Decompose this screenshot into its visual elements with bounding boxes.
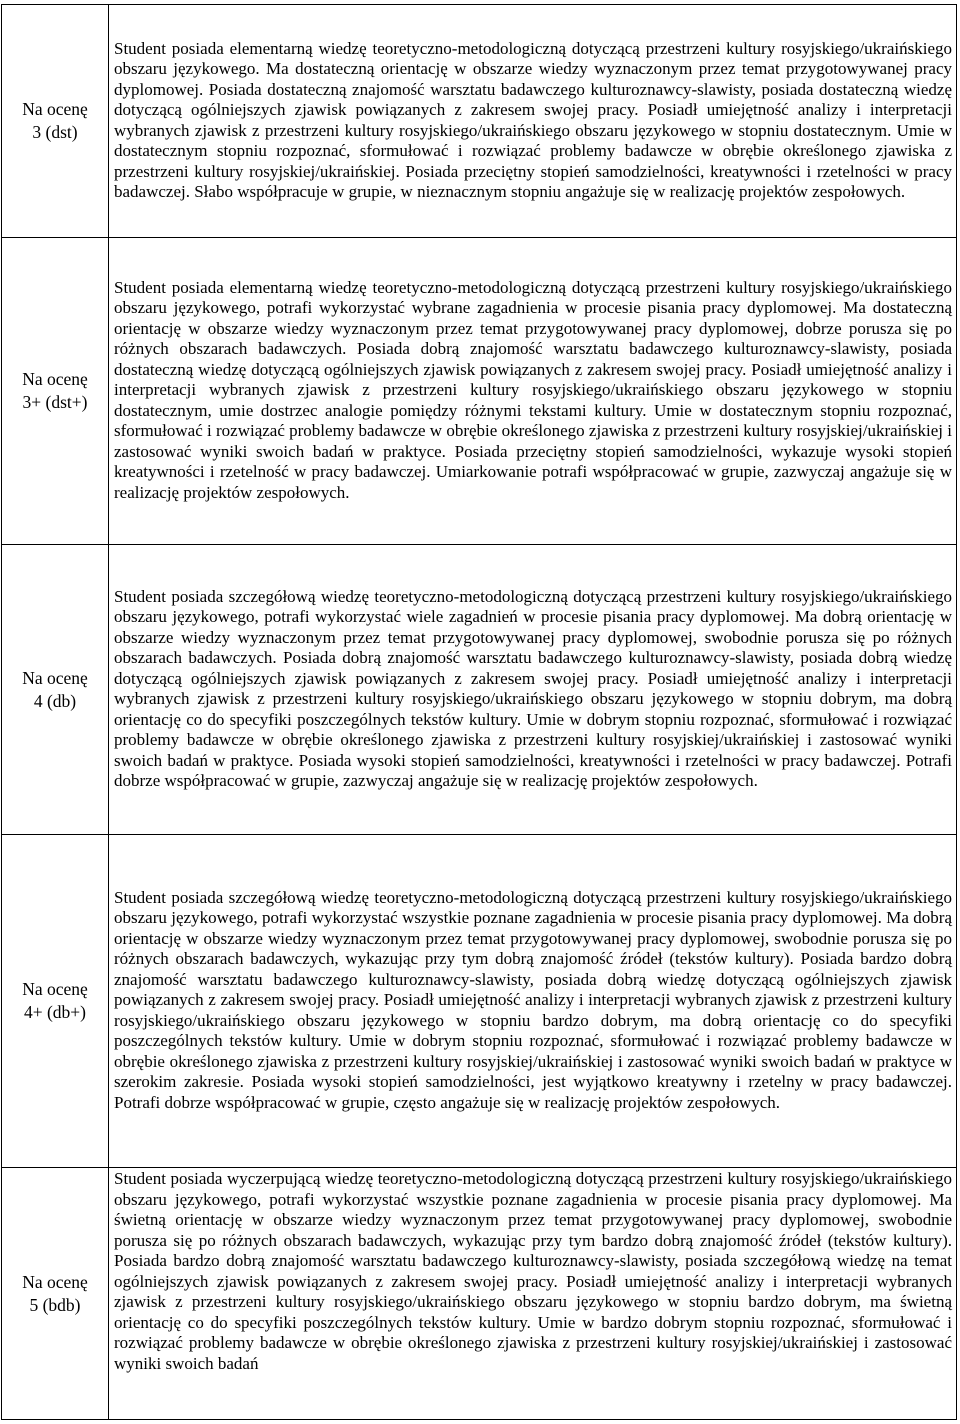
grade-value: 4+ (db+) bbox=[23, 1002, 87, 1022]
table-row-grade-4-plus bbox=[2, 835, 957, 1168]
grading-criteria-table bbox=[1, 4, 957, 1420]
grade-value: 5 (bdb) bbox=[29, 1294, 81, 1315]
grade-label: Na ocenę bbox=[22, 667, 88, 688]
table-row-grade-4 bbox=[2, 545, 957, 835]
grade-cell bbox=[2, 5, 109, 238]
grade-description: Student posiada szczegółową wiedzę teoretyczno-metodologiczną dotyczącą przestrzeni kultury rosyjskiego/ukraińskiego obszaru językowego, potrafi wykorzystać wiele zagadnień w procesie pisania pracy dyplomowej. Ma dobrą orientację w obszarze wiedzy wyznaczonym przez temat przygotowywanej pracy dyplomowej, swobodnie porusza się po różnych obszarach badawczych. Posiada dobrą znajomość warsztatu badawczego kulturoznawcy-slawisty, posiada dobrą wiedzę dotyczącą ogólniejszych zjawisk powiązanych z zakresem swojej pracy. Posiadł umiejętność analizy i interpretacji wybranych zjawisk z przestrzeni kultury rosyjskiego/ukraińskiego obszaru językowego w stopniu dobrym, ma dobrą orientację co do specyfiki poszczególnych tekstów kultury. Umie w dobrym stopniu rozpoznać, sformułować i rozwiązać problemy badawcze w obrębie określonego zjawiska z przestrzeni kultury rosyjskiej/ukraińskiej i zastosować wyniki swoich badań w praktyce. Posiada wysoki stopień samodzielności, kreatywności i rzetelności w pracy badawczej. Potrafi dobrze współpracować w grupie, zazwyczaj angażuje się w realizację projektów zespołowych. bbox=[109, 545, 957, 835]
grade-description: Student posiada elementarną wiedzę teoretyczno-metodologiczną dotyczącą przestrzeni kultury rosyjskiego/ukraińskiego obszaru językowego, potrafi wykorzystać wybrane zagadnienia w procesie pisania pracy dyplomowej. Ma dostateczną orientację w obszarze wiedzy wyznaczonym przez temat przygotowywanej pracy dyplomowej, dobrze porusza się po różnych obszarach badawczych. Posiada dobrą znajomość warsztatu badawczego kulturoznawcy-slawisty, posiada dostateczną wiedzę dotyczącą ogólniejszych zjawisk powiązanych z zakresem swojej pracy. Posiadł umiejętność analizy i interpretacji wybranych zjawisk z przestrzeni kultury rosyjskiego/ukraińskiego obszaru językowego w stopniu dostatecznym, umie dostrzec analogie pomiędzy różnymi tekstami kultury. Umie w dostatecznym stopniu rozpoznać, sformułować i rozwiązać problemy badawcze w obrębie określonego zjawiska z przestrzeni kultury rosyjskiej/ukraińskiej i zastosować wyniki swoich badań w praktyce. Posiada przeciętny stopień samodzielności, wykazuje wysoki stopień kreatywności i rzetelność w pracy badawczej. Umiarkowanie potrafi współpracować w grupie, zazwyczaj angażuje się w realizację projektów zespołowych. bbox=[109, 238, 957, 545]
grade-cell bbox=[2, 835, 109, 1168]
grade-description: Student posiada szczegółową wiedzę teoretyczno-metodologiczną dotyczącą przestrzeni kultury rosyjskiego/ukraińskiego obszaru językowego, potrafi wykorzystać wszystkie poznane zagadnienia w procesie pisania pracy dyplomowej. Ma dobrą orientację w obszarze wiedzy wyznaczonym przez temat przygotowywanej pracy dyplomowej, swobodnie porusza się po różnych obszarach badawczych, wykazując przy tym dobrą znajomość źródeł (tekstów kultury). Posiada bardzo dobrą znajomość warsztatu badawczego kulturoznawcy-slawisty, posiada dobrą wiedzę dotyczącą ogólniejszych zjawisk powiązanych z zakresem swojej pracy. Posiadł umiejętność analizy i interpretacji wybranych zjawisk z przestrzeni kultury rosyjskiego/ukraińskiego obszaru językowego w stopniu bardzo dobrym, ma dobrą orientację co do specyfiki poszczególnych tekstów kultury. Umie w dobrym stopniu rozpoznać, sformułować i rozwiązać problemy badawcze w obrębie określonego zjawiska z przestrzeni kultury rosyjskiej/ukraińskiej i zastosować wyniki swoich badań w praktyce w szerokim zakresie. Posiada wysoki stopień samodzielności, jest wyjątkowo kreatywny i rzetelny w pracy badawczej. Potrafi dobrze współpracować w grupie, często angażuje się w realizację projektów zespołowych. bbox=[109, 835, 957, 1168]
grade-label: Na ocenę bbox=[22, 369, 88, 389]
table-row-grade-5 bbox=[2, 1168, 957, 1420]
table-row-grade-3-plus bbox=[2, 238, 957, 545]
grade-cell bbox=[2, 238, 109, 545]
grade-label: Na ocenę bbox=[22, 99, 88, 119]
grade-value: 3+ (dst+) bbox=[22, 392, 88, 412]
grade-description: Student posiada elementarną wiedzę teoretyczno-metodologiczną dotyczącą przestrzeni kultury rosyjskiego/ukraińskiego obszaru językowego. Ma dostateczną orientację w obszarze wiedzy wyznaczonym przez temat przygotowywanej pracy dyplomowej. Posiada dostateczną znajomość warsztatu badawczego kulturoznawcy-slawisty, posiada dostateczną wiedzę dotyczącą ogólniejszych zjawisk powiązanych z zakresem swojej pracy. Posiadł umiejętność analizy i interpretacji wybranych zjawisk z przestrzeni kultury rosyjskiego/ukraińskiego obszaru językowego w stopniu dostatecznym. Umie w dostatecznym stopniu rozpoznać, sformułować i rozwiązać problemy badawcze w obrębie określonego zjawiska z przestrzeni kultury rosyjskiej/ukraińskiej. Posiada przeciętny stopień samodzielności, kreatywności i rzetelności w pracy badawczej. Słabo współpracuje w grupie, w nieznacznym stopniu angażuje się w realizację projektów zespołowych. bbox=[109, 5, 957, 238]
grade-value: 4 (db) bbox=[33, 690, 77, 711]
grade-description: Student posiada wyczerpującą wiedzę teoretyczno-metodologiczną dotyczącą przestrzeni kultury rosyjskiego/ukraińskiego obszaru językowego, potrafi wykorzystać wszystkie poznane zagadnienia w procesie pisania pracy dyplomowej. Ma świetną orientację w obszarze wiedzy wyznaczonym przez temat przygotowywanej pracy dyplomowej, swobodnie porusza się po różnych obszarach badawczych, wykazując przy tym bardzo dobrą znajomość źródeł (tekstów kultury). Posiada bardzo dobrą znajomość warsztatu badawczego kulturoznawcy-slawisty, posiada szczegółową wiedzę na temat ogólniejszych zjawisk powiązanych z zakresem swojej pracy. Posiadł umiejętność analizy i interpretacji wybranych zjawisk z przestrzeni kultury rosyjskiego/ukraińskiego obszaru językowego w stopniu bardzo dobrym, ma świetną orientację co do specyfiki poszczególnych tekstów kultury. Umie w bardzo dobrym stopniu rozpoznać, sformułować i rozwiązać problemy badawcze w obrębie określonego zjawiska z przestrzeni kultury rosyjskiej/ukraińskiej i zastosować wyniki swoich badań bbox=[109, 1168, 957, 1420]
grade-label: Na ocenę bbox=[22, 979, 88, 999]
grade-label: Na ocenę bbox=[22, 1271, 88, 1292]
grade-value: 3 (dst) bbox=[32, 122, 78, 142]
table-row-grade-3 bbox=[2, 5, 957, 238]
grade-cell bbox=[2, 545, 109, 835]
grade-cell bbox=[2, 1168, 109, 1420]
